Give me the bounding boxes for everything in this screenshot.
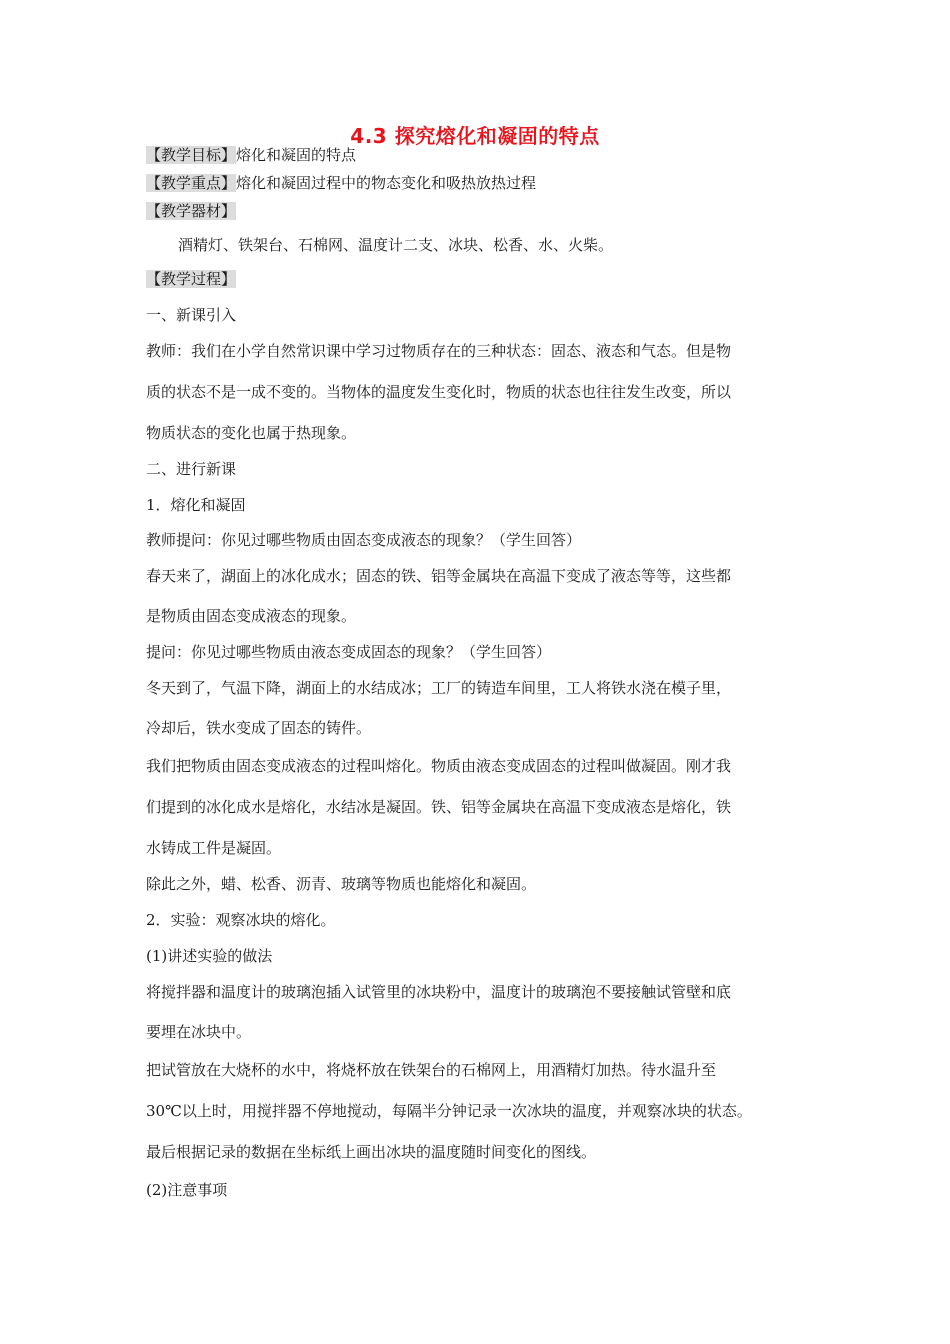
- key-text: 熔化和凝固过程中的物态变化和吸热放热过程: [236, 174, 537, 192]
- subsection-heading: 2．实验：观察冰块的熔化。: [146, 911, 336, 929]
- teaching-goal: [146, 145, 356, 165]
- paragraph-line: 要埋在冰块中。: [146, 1023, 252, 1041]
- process-tag: 【教学过程】: [146, 270, 237, 288]
- paragraph-line: 们提到的冰化成水是熔化，水结冰是凝固。铁、铝等金属块在高温下变成液态是熔化，铁: [146, 798, 732, 816]
- key-tag: 【教学重点】: [146, 174, 237, 192]
- paragraph-line: 冬天到了，气温下降，湖面上的水结成冰；工厂的铸造车间里，工人将铁水浇在模子里，: [146, 679, 732, 697]
- subsection-heading: 1．熔化和凝固: [146, 496, 246, 514]
- goal-tag: 【教学目标】: [146, 146, 237, 164]
- paragraph-line: 是物质由固态变成液态的现象。: [146, 607, 357, 625]
- paragraph-line: 水铸成工件是凝固。: [146, 839, 282, 857]
- paragraph-line: 将搅拌器和温度计的玻璃泡插入试管里的冰块粉中，温度计的玻璃泡不要接触试管壁和底: [146, 983, 732, 1001]
- subsection-heading: (1)讲述实验的做法: [146, 947, 273, 965]
- paragraph-line: 30℃以上时，用搅拌器不停地搅动，每隔半分钟记录一次冰块的温度，并观察冰块的状态。: [146, 1102, 752, 1120]
- paragraph-line: 物质状态的变化也属于热现象。: [146, 424, 357, 442]
- document-title: 4.3 探究熔化和凝固的特点: [350, 124, 600, 148]
- section-heading: 一、新课引入: [146, 306, 237, 324]
- paragraph-line: 冷却后，铁水变成了固态的铸件。: [146, 719, 372, 737]
- paragraph-line: 最后根据记录的数据在坐标纸上画出冰块的温度随时间变化的图线。: [146, 1143, 597, 1161]
- paragraph-line: 教师：我们在小学自然常识课中学习过物质存在的三种状态：固态、液态和气态。但是物: [146, 342, 732, 360]
- paragraph-line: 春天来了，湖面上的冰化成水；固态的铁、铝等金属块在高温下变成了液态等等，这些都: [146, 567, 732, 585]
- paragraph-line: 我们把物质由固态变成液态的过程叫熔化。物质由液态变成固态的过程叫做凝固。刚才我: [146, 757, 732, 775]
- equipment-list: 酒精灯、铁架台、石棉网、温度计二支、冰块、松香、水、火柴。: [178, 236, 614, 254]
- goal-text: 熔化和凝固的特点: [236, 146, 357, 164]
- teaching-process-heading: [146, 269, 236, 289]
- paragraph-line: 教师提问：你见过哪些物质由固态变成液态的现象？（学生回答）: [146, 531, 582, 549]
- paragraph-line: 把试管放在大烧杯的水中，将烧杯放在铁架台的石棉网上，用酒精灯加热。待水温升至: [146, 1061, 717, 1079]
- teaching-key-point: [146, 173, 536, 193]
- paragraph-line: 除此之外，蜡、松香、沥青、玻璃等物质也能熔化和凝固。: [146, 875, 537, 893]
- equipment-tag: 【教学器材】: [146, 202, 237, 220]
- section-heading: 二、进行新课: [146, 460, 237, 478]
- subsection-heading: (2)注意事项: [146, 1181, 228, 1199]
- teaching-equipment-heading: [146, 201, 236, 221]
- paragraph-line: 质的状态不是一成不变的。当物体的温度发生变化时，物质的状态也往往发生改变，所以: [146, 383, 732, 401]
- paragraph-line: 提问：你见过哪些物质由液态变成固态的现象？（学生回答）: [146, 643, 552, 661]
